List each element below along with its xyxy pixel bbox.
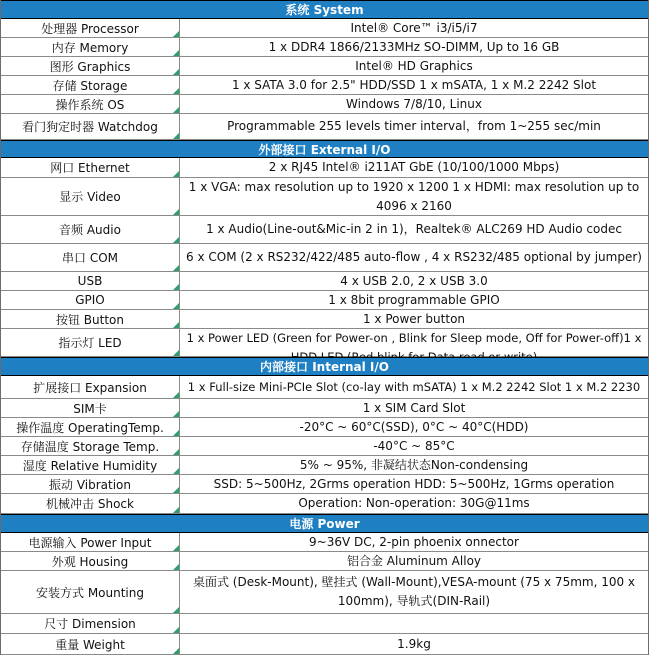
table-row — [1, 329, 648, 357]
table-row — [1, 95, 648, 114]
row-label: 振动 Vibration — [1, 475, 180, 493]
table-row — [1, 158, 648, 178]
row-value: 1 x SIM Card Slot — [362, 400, 466, 415]
row-value: 铝合金 Aluminum Alloy — [346, 553, 482, 568]
row-value: 2 x RJ45 Intel® i211AT GbE (10/100/1000 Mbps) — [268, 160, 560, 174]
row-label: 电源输入 Power Input — [1, 533, 180, 551]
row-label: 外观 Housing — [1, 552, 180, 570]
row-label: 按钮 Button — [1, 310, 180, 328]
row-value: 5% ~ 95%, 非凝结状态Non-condensing — [299, 457, 529, 472]
row-value: 1 x 8bit programmable GPIO — [328, 292, 500, 307]
row-value: 1 x Power LED (Green for Power-on , Blink for Sleep mode, Off for Power-off)1 x — [186, 331, 642, 345]
table-row — [1, 76, 648, 95]
row-value: 1 x Power button — [362, 311, 466, 326]
row-label: 串口 COM — [1, 244, 180, 271]
table-row — [1, 19, 648, 38]
row-label: USB — [1, 272, 180, 290]
row-value: 1 x SATA 3.0 for 2.5" HDD/SSD 1 x mSATA, 1 x M.2 2242 Slot — [231, 77, 597, 92]
row-value: 9~36V DC, 2-pin phoenix onnector — [309, 534, 519, 549]
row-label: 音频 Audio — [1, 216, 180, 243]
table-row — [1, 178, 648, 216]
table-row — [1, 376, 648, 399]
row-value: -20°C ~ 60°C(SSD), 0°C ~ 40°C(HDD) — [299, 419, 529, 434]
row-value: 1 x Audio(Line-out&Mic-in 2 in 1)，Realtek® ALC269 HD Audio codec — [206, 222, 622, 236]
row-value: Intel® HD Graphics — [355, 58, 473, 73]
table-row — [1, 244, 648, 272]
table-row — [1, 614, 648, 634]
section-internal-io: 内部接口 Internal I/O — [1, 357, 648, 376]
table-row — [1, 571, 648, 614]
row-label: 存储 Storage — [1, 76, 180, 94]
row-label: 机械冲击 Shock — [1, 494, 180, 513]
row-value: Windows 7/8/10, Linux — [346, 96, 482, 111]
row-value: 4 x USB 2.0, 2 x USB 3.0 — [340, 273, 488, 288]
table-row — [1, 437, 648, 456]
row-label: 看门狗定时器 Watchdog — [1, 114, 180, 139]
row-label: 湿度 Relative Humidity — [1, 456, 180, 474]
table-row — [1, 216, 648, 244]
table-row — [1, 552, 648, 571]
table-row — [1, 494, 648, 514]
row-label: 扩展接口 Expansion — [1, 376, 180, 398]
table-row — [1, 399, 648, 418]
row-label: SIM卡 — [1, 399, 180, 417]
row-value: 1.9kg — [397, 636, 431, 651]
row-value: 6 x COM (2 x RS232/422/485 auto-flow , 4 x RS232/485 optional by jumper) — [186, 250, 642, 264]
table-row — [1, 38, 648, 57]
row-label: 操作温度 OperatingTemp. — [1, 418, 180, 436]
row-value — [180, 614, 648, 633]
table-row — [1, 114, 648, 140]
table-row — [1, 418, 648, 437]
table-row — [1, 456, 648, 475]
row-value: 桌面式 (Desk-Mount), 壁挂式 (Wall-Mount),VESA-mount (75 x 75mm, 100 x 100mm), 导轨式(DIN-Rail) — [192, 575, 636, 608]
row-label: 显示 Video — [1, 178, 180, 215]
table-row — [1, 272, 648, 291]
row-value: Intel® Core™ i3/i5/i7 — [350, 20, 478, 35]
row-label: 内存 Memory — [1, 38, 180, 56]
table-row — [1, 291, 648, 310]
section-power: 电源 Power — [1, 514, 648, 533]
table-row — [1, 310, 648, 329]
row-label: 处理器 Processor — [1, 19, 180, 37]
section-system: 系统 System — [1, 0, 648, 19]
row-value: SSD: 5~500Hz, 2Grms operation HDD: 5~500Hz, 1Grms operation — [213, 476, 615, 491]
row-label: 重量 Weight — [1, 634, 180, 654]
row-value: 1 x DDR4 1866/2133MHz SO-DIMM, Up to 16 GB — [268, 39, 560, 54]
table-row — [1, 533, 648, 552]
row-label: 图形 Graphics — [1, 57, 180, 75]
row-label: 指示灯 LED — [1, 329, 180, 356]
table-row — [1, 475, 648, 494]
row-value: -40°C ~ 85°C — [373, 438, 455, 453]
section-external-io: 外部接口 External I/O — [1, 140, 648, 158]
row-label: GPIO — [1, 291, 180, 309]
row-value: Programmable 255 levels timer interval，from 1~255 sec/min — [227, 119, 601, 133]
row-label: 存储温度 Storage Temp. — [1, 437, 180, 455]
row-label: 网口 Ethernet — [1, 158, 180, 177]
table-row — [1, 634, 648, 655]
row-value: 1 x Full-size Mini-PCIe Slot (co-lay with mSATA) 1 x M.2 2242 Slot 1 x M.2 2230 — [187, 379, 641, 394]
row-value: Operation: Non-operation: 30G@11ms — [298, 496, 530, 510]
row-value: 1 x VGA: max resolution up to 1920 x 1200 1 x HDMI: max resolution up to 4096 x 2160 — [188, 179, 640, 213]
row-label: 安装方式 Mounting — [1, 571, 180, 613]
row-label: 尺寸 Dimension — [1, 614, 180, 633]
table-row — [1, 57, 648, 76]
row-label: 操作系统 OS — [1, 95, 180, 113]
